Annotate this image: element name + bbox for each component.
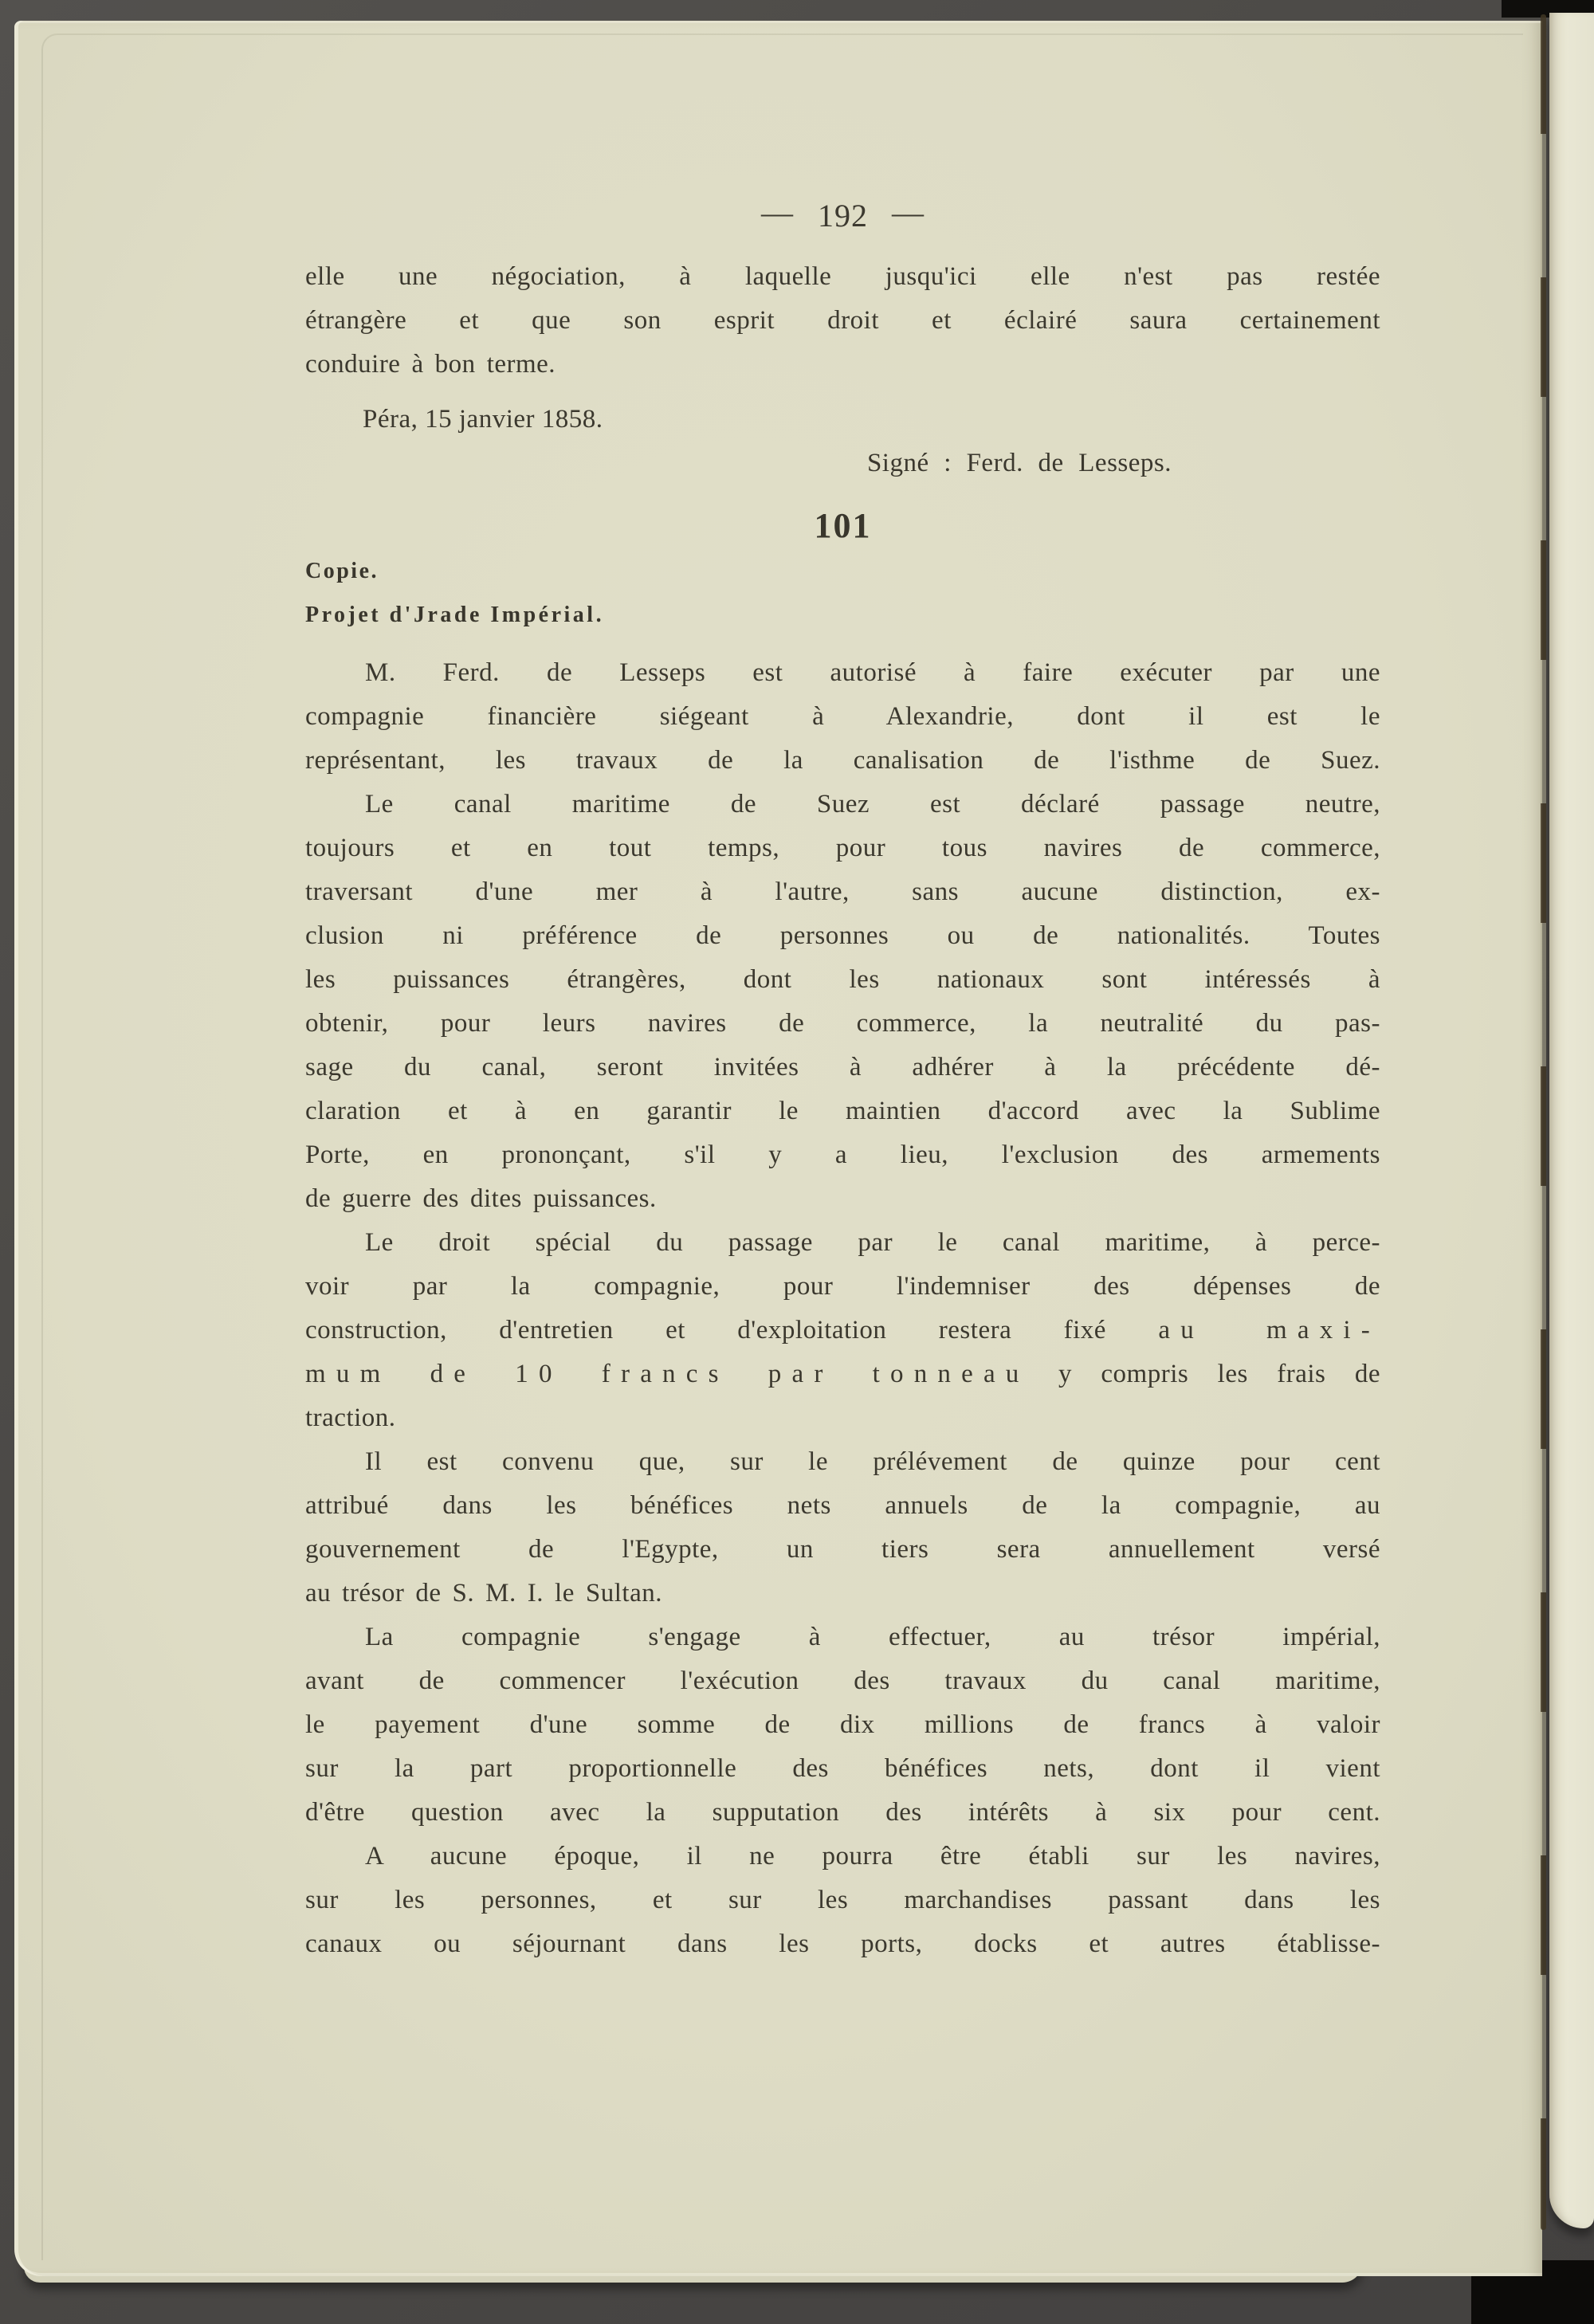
- text-line: d'être question avec la supputation des intérêts à six pour cent.: [305, 1798, 1380, 1827]
- irade-title-label: Projet d'Jrade Impérial.: [305, 603, 605, 627]
- text-line: traction.: [305, 1403, 396, 1432]
- letterspaced-text: au maxi-: [1158, 1316, 1380, 1345]
- text-column: [305, 21, 1380, 1966]
- text-line: toujours et en tout temps, pour tous navires de commerce,: [305, 834, 1380, 862]
- continuation-paragraph: [305, 255, 1380, 387]
- text-segment: y compris les frais de: [1029, 1360, 1380, 1388]
- text-line: Il est convenu que, sur le prélévement de quinze pour cent: [365, 1447, 1380, 1476]
- text-line: La compagnie s'engage à effectuer, au trésor impérial,: [365, 1623, 1380, 1651]
- text-line: conduire à bon terme.: [305, 350, 556, 379]
- text-line: elle une négociation, à laquelle jusqu'ici elle n'est pas restée: [305, 262, 1380, 291]
- paragraph-authorization: [305, 651, 1380, 783]
- text-line: obtenir, pour leurs navires de commerce, la neutralité du pas-: [305, 1009, 1380, 1038]
- page-number: 192: [818, 198, 868, 234]
- page-number-header: [305, 194, 1380, 238]
- paragraph-toll: [305, 1221, 1380, 1440]
- text-line: Le canal maritime de Suez est déclaré passage neutre,: [365, 790, 1380, 819]
- text-segment: construction, d'entretien et d'exploitation restera fixé: [305, 1316, 1159, 1345]
- section-number: 101: [814, 506, 872, 545]
- text-line: au trésor de S. M. I. le Sultan.: [305, 1579, 662, 1608]
- text-line: claration et à en garantir le maintien d'accord avec la Sublime: [305, 1097, 1380, 1125]
- text-line: Le droit spécial du passage par le canal maritime, à perce-: [365, 1228, 1380, 1257]
- text-line: sur les personnes, et sur les marchandises passant dans les: [305, 1886, 1380, 1914]
- text-line: compagnie financière siégeant à Alexandrie, dont il est le: [305, 702, 1380, 731]
- text-line: sage du canal, seront invitées à adhérer à la précédente dé-: [305, 1053, 1380, 1082]
- copy-label: Copie.: [305, 559, 379, 583]
- binding-crease: [1541, 14, 1546, 2230]
- text-line: avant de commencer l'exécution des travaux du canal maritime,: [305, 1666, 1380, 1695]
- text-line: le payement d'une somme de dix millions de francs à valoir: [305, 1710, 1380, 1739]
- text-line: sur la part proportionnelle des bénéfices nets, dont il vient: [305, 1754, 1380, 1783]
- book-page: [14, 21, 1542, 2276]
- text-line: de guerre des dites puissances.: [305, 1184, 657, 1213]
- signature-line: Signé : Ferd. de Lesseps.: [866, 449, 1172, 477]
- text-line: voir par la compagnie, pour l'indemniser des dépenses de: [305, 1272, 1380, 1301]
- paragraph-no-taxes: [305, 1835, 1380, 1966]
- paragraph-neutrality: [305, 783, 1380, 1221]
- paragraph-payment: [305, 1615, 1380, 1835]
- text-line: M. Ferd. de Lesseps est autorisé à faire exécuter par une: [365, 658, 1380, 687]
- text-line: [305, 1352, 1380, 1396]
- header-left-dash: —: [761, 194, 794, 230]
- text-line: attribué dans les bénéfices nets annuels de la compagnie, au: [305, 1491, 1380, 1520]
- header-right-dash: —: [892, 194, 925, 230]
- letterspaced-text: mum de 10 francs par tonneau: [305, 1360, 1030, 1388]
- text-line: Porte, en prononçant, s'il y a lieu, l'exclusion des armements: [305, 1140, 1380, 1169]
- paragraph-fifteen-percent: [305, 1440, 1380, 1615]
- text-line: clusion ni préférence de personnes ou de nationalités. Toutes: [305, 921, 1380, 950]
- text-line: étrangère et que son esprit droit et éclairé saura certainement: [305, 306, 1380, 335]
- text-line: canaux ou séjournant dans les ports, docks et autres établisse-: [305, 1929, 1380, 1958]
- text-line: les puissances étrangères, dont les nationaux sont intéressés à: [305, 965, 1380, 994]
- text-line: A aucune époque, il ne pourra être établi sur les navires,: [365, 1842, 1380, 1871]
- dateline: Péra, 15 janvier 1858.: [363, 405, 603, 434]
- text-line: gouvernement de l'Egypte, un tiers sera annuellement versé: [305, 1535, 1380, 1564]
- text-line: représentant, les travaux de la canalisation de l'isthme de Suez.: [305, 746, 1380, 775]
- text-line: traversant d'une mer à l'autre, sans aucune distinction, ex-: [305, 877, 1380, 906]
- text-line: [305, 1309, 1380, 1352]
- facing-page-fore-edge: [1549, 13, 1594, 2228]
